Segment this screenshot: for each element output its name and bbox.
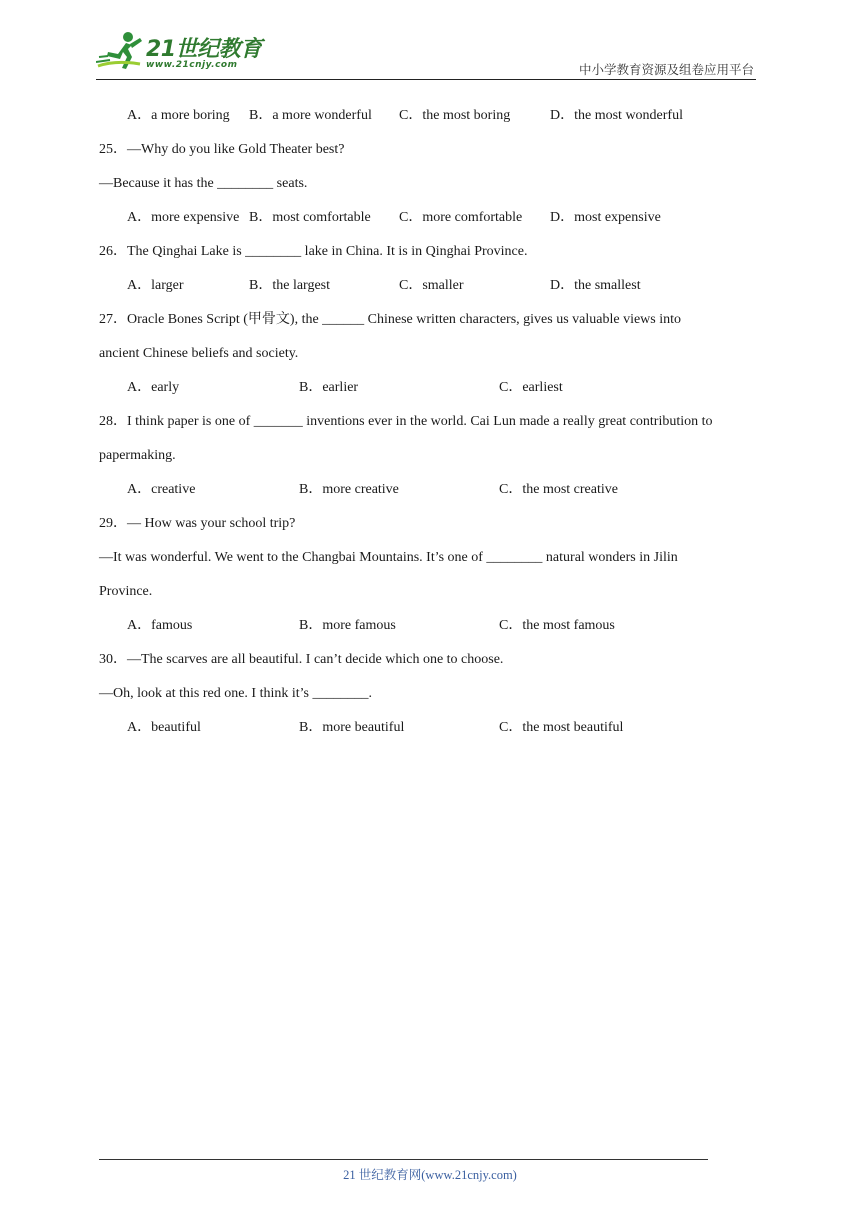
question-29-text: 29．— How was your school trip? — [99, 516, 296, 531]
question-30-text: 30．—The scarves are all beautiful. I can’t decide which one to choose. — [99, 652, 504, 667]
header-divider — [96, 79, 756, 80]
option-b: B．most comfortable — [249, 210, 371, 225]
option-c: C．the most creative — [499, 482, 618, 497]
site-logo — [96, 30, 266, 78]
question-25-answer-line: —Because it has the ________ seats. — [99, 176, 308, 191]
option-a: A．a more boring — [127, 108, 230, 123]
question-29-answer-cont: Province. — [99, 584, 153, 599]
question-29-answer-line: —It was wonderful. We went to the Changbai Mountains. It’s one of ________ natural wonders in Jilin — [99, 550, 678, 565]
runner-logo-icon — [96, 30, 146, 72]
question-28-text: 28．I think paper is one of _______ inventions ever in the world. Cai Lun made a really great contribution to — [99, 414, 713, 429]
option-b: B．more creative — [299, 482, 399, 497]
question-28-text-cont: papermaking. — [99, 448, 176, 463]
footer-divider — [99, 1159, 708, 1160]
question-25-text: 25．—Why do you like Gold Theater best? — [99, 142, 345, 157]
logo-text: 21世纪教育 — [146, 37, 262, 62]
option-b: B．the largest — [249, 278, 331, 293]
option-c: C．earliest — [499, 380, 563, 395]
option-c: C．the most famous — [499, 618, 615, 633]
page-footer: 21 世纪教育网(www.21cnjy.com) — [343, 1168, 517, 1182]
question-27-text: 27．Oracle Bones Script (甲骨文), the ______ Chinese written characters, gives us valuable views into — [99, 312, 682, 327]
logo-url: www.21cnjy.com — [146, 60, 238, 70]
option-c: C．more comfortable — [399, 210, 523, 225]
option-c: C．smaller — [399, 278, 464, 293]
option-b: B．earlier — [299, 380, 359, 395]
question-27-text-cont: ancient Chinese beliefs and society. — [99, 346, 299, 361]
page-header — [0, 0, 860, 80]
option-b: B．a more wonderful — [249, 108, 372, 123]
option-a: A．larger — [127, 278, 184, 293]
option-d: D．the most wonderful — [550, 108, 683, 123]
option-b: B．more famous — [299, 618, 396, 633]
question-26-text: 26．The Qinghai Lake is ________ lake in China. It is in Qinghai Province. — [99, 244, 528, 259]
option-a: A．creative — [127, 482, 196, 497]
platform-name: 中小学教育资源及组卷应用平台 — [578, 62, 754, 77]
option-c: C．the most boring — [399, 108, 511, 123]
option-a: A．famous — [127, 618, 193, 633]
option-a: A．beautiful — [127, 720, 201, 735]
option-b: B．more beautiful — [299, 720, 405, 735]
option-a: A．early — [127, 380, 180, 395]
option-d: D．most expensive — [550, 210, 661, 225]
option-d: D．the smallest — [550, 278, 641, 293]
option-a: A．more expensive — [127, 210, 240, 225]
option-c: C．the most beautiful — [499, 720, 624, 735]
question-30-answer-line: —Oh, look at this red one. I think it’s ________. — [99, 686, 372, 701]
